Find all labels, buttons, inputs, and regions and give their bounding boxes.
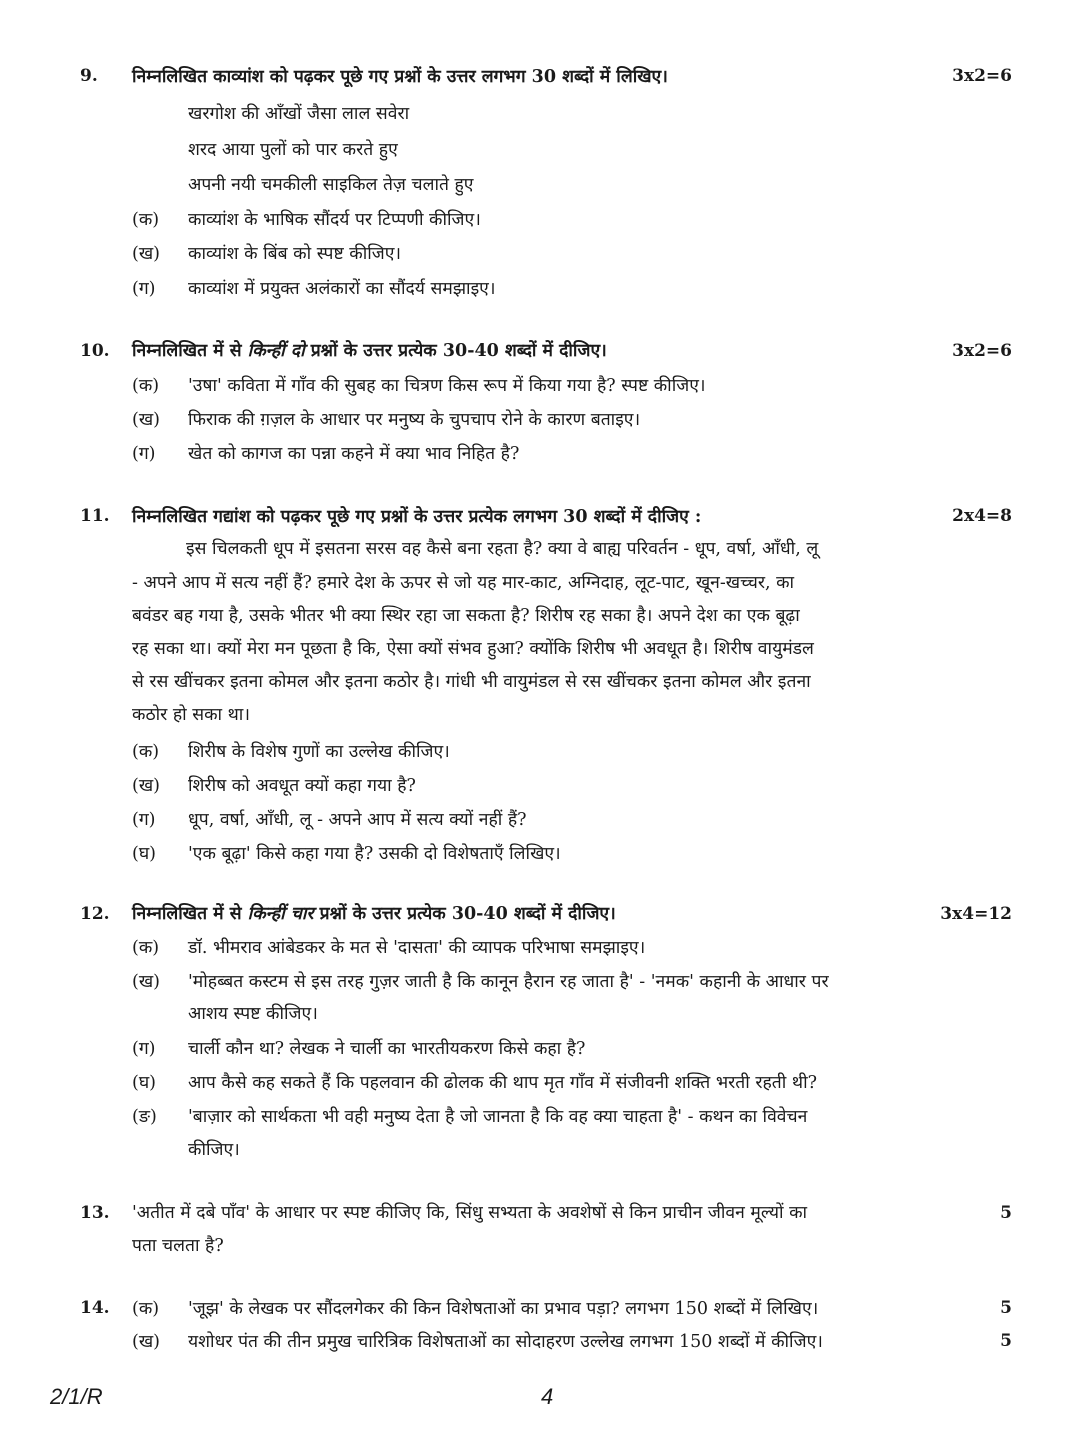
- option-label: (ख): [132, 972, 160, 992]
- option-label: (ख): [132, 1332, 160, 1352]
- option-text: यशोधर पंत की तीन प्रमुख चारित्रिक विशेषताओं का सोदाहरण उल्लेख लगभग 150 शब्दों में कीजिए।: [188, 1332, 823, 1352]
- option-label: (क): [132, 938, 160, 958]
- question-10-number: 10.: [80, 341, 110, 361]
- option-text: धूप, वर्षा, आँधी, लू - अपने आप में सत्य क्यों नहीं हैं?: [188, 810, 527, 830]
- option-text: फिराक की ग़ज़ल के आधार पर मनुष्य के चुपचाप रोने के कारण बताइए।: [188, 410, 641, 430]
- option-label: (क): [132, 742, 160, 762]
- passage-line: कठोर हो सका था।: [132, 705, 250, 725]
- question-11-marks: 2x4=8: [952, 506, 1012, 526]
- option-text: आप कैसे कह सकते हैं कि पहलवान की ढोलक की थाप मृत गाँव में संजीवनी शक्ति भरती रहती थी?: [188, 1073, 817, 1093]
- paper-code: 2/1/R: [50, 1384, 103, 1409]
- option-text: डॉ. भीमराव आंबेडकर के मत से 'दासता' की व्यापक परिभाषा समझाइए।: [188, 938, 646, 958]
- option-text: शिरीष के विशेष गुणों का उल्लेख कीजिए।: [188, 742, 450, 762]
- question-11-number: 11.: [80, 506, 110, 526]
- option-marks: 5: [1000, 1331, 1012, 1351]
- question-10-heading: निम्नलिखित में से किन्हीं दो प्रश्नों के उत्तर प्रत्येक 30-40 शब्दों में दीजिए।: [132, 341, 607, 361]
- option-label: (घ): [132, 1073, 156, 1093]
- option-label: (घ): [132, 844, 156, 864]
- option-text: 'जूझ' के लेखक पर सौंदलगेकर की किन विशेषताओं का प्रभाव पड़ा? लगभग 150 शब्दों में लिखिए।: [188, 1299, 819, 1319]
- option-text: शिरीष को अवधूत क्यों कहा गया है?: [188, 776, 416, 796]
- passage-line: रह सका था। क्यों मेरा मन पूछता है कि, ऐसा क्यों संभव हुआ? क्योंकि शिरीष भी अवधूत है। शिरीष वायुमंडल: [132, 639, 814, 659]
- question-13-text-continued: पता चलता है?: [132, 1236, 224, 1256]
- option-text: काव्यांश के बिंब को स्पष्ट कीजिए।: [188, 244, 402, 264]
- passage-line: इस चिलकती धूप में इसतना सरस वह कैसे बना रहता है? क्या वे बाह्य परिवर्तन - धूप, वर्षा, आँधी, लू: [186, 539, 819, 559]
- passage-line: से रस खींचकर इतना कोमल और इतना कठोर है। गांधी भी वायुमंडल से रस खींचकर इतना कोमल और इतना: [132, 672, 811, 692]
- option-text: 'एक बूढ़ा' किसे कहा गया है? उसकी दो विशेषताएँ लिखिए।: [188, 844, 561, 864]
- poem-line: अपनी नयी चमकीली साइकिल तेज़ चलाते हुए: [188, 175, 474, 195]
- question-11-heading: निम्नलिखित गद्यांश को पढ़कर पूछे गए प्रश्नों के उत्तर प्रत्येक लगभग 30 शब्दों में दीजिए :: [132, 507, 702, 527]
- page-number: 4: [541, 1384, 554, 1409]
- option-label: (क): [132, 210, 160, 230]
- question-9-heading: निम्नलिखित काव्यांश को पढ़कर पूछे गए प्रश्नों के उत्तर लगभग 30 शब्दों में लिखिए।: [132, 67, 668, 87]
- option-label: (ग): [132, 810, 156, 830]
- option-label: (ख): [132, 776, 160, 796]
- option-text: खेत को कागज का पन्ना कहने में क्या भाव निहित है?: [188, 444, 520, 464]
- poem-line: खरगोश की आँखों जैसा लाल सवेरा: [188, 104, 410, 124]
- option-text: काव्यांश में प्रयुक्त अलंकारों का सौंदर्य समझाइए।: [188, 279, 496, 299]
- poem-line: शरद आया पुलों को पार करते हुए: [188, 140, 398, 160]
- question-13-number: 13.: [80, 1203, 110, 1223]
- passage-line: बवंडर बह गया है, उसके भीतर भी क्या स्थिर रहा जा सकता है? शिरीष रह सका है। अपने देश का एक बूढ़ा: [132, 606, 800, 626]
- option-label: (क): [132, 1299, 160, 1319]
- option-text: 'मोहब्बत कस्टम से इस तरह गुज़र जाती है कि कानून हैरान रह जाता है' - 'नमक' कहानी के आधार पर: [188, 972, 829, 992]
- option-label: (ख): [132, 244, 160, 264]
- option-label: (ख): [132, 410, 160, 430]
- question-13-text: 'अतीत में दबे पाँव' के आधार पर स्पष्ट कीजिए कि, सिंधु सभ्यता के अवशेषों से किन प्राचीन जीवन मूल्यों का: [132, 1203, 808, 1223]
- passage-line: - अपने आप में सत्य नहीं हैं? हमारे देश के ऊपर से जो यह मार-काट, अग्निदाह, लूट-पाट, खून-खच्चर, का: [132, 573, 795, 593]
- question-12-marks: 3x4=12: [940, 904, 1012, 924]
- option-marks: 5: [1000, 1298, 1012, 1318]
- option-label: (ग): [132, 1039, 156, 1059]
- question-9-number: 9.: [80, 66, 98, 86]
- option-text: काव्यांश के भाषिक सौंदर्य पर टिप्पणी कीजिए।: [188, 210, 481, 230]
- option-text: 'बाज़ार को सार्थकता भी वही मनुष्य देता है जो जानता है कि वह क्या चाहता है' - कथन का विवेचन: [188, 1107, 808, 1127]
- option-text: 'उषा' कविता में गाँव की सुबह का चित्रण किस रूप में किया गया है? स्पष्ट कीजिए।: [188, 376, 706, 396]
- question-13-marks: 5: [1000, 1203, 1012, 1223]
- question-9-marks: 3x2=6: [952, 66, 1012, 86]
- option-text-continued: आशय स्पष्ट कीजिए।: [188, 1004, 318, 1024]
- question-14-number: 14.: [80, 1298, 110, 1318]
- option-label: (क): [132, 376, 160, 396]
- option-label: (ग): [132, 279, 156, 299]
- question-12-heading: निम्नलिखित में से किन्हीं चार प्रश्नों के उत्तर प्रत्येक 30-40 शब्दों में दीजिए।: [132, 904, 616, 924]
- question-10-marks: 3x2=6: [952, 341, 1012, 361]
- option-label: (ग): [132, 444, 156, 464]
- option-text-continued: कीजिए।: [188, 1140, 240, 1160]
- option-label: (ङ): [132, 1107, 157, 1127]
- option-text: चार्ली कौन था? लेखक ने चार्ली का भारतीयकरण किसे कहा है?: [188, 1039, 586, 1059]
- question-12-number: 12.: [80, 904, 110, 924]
